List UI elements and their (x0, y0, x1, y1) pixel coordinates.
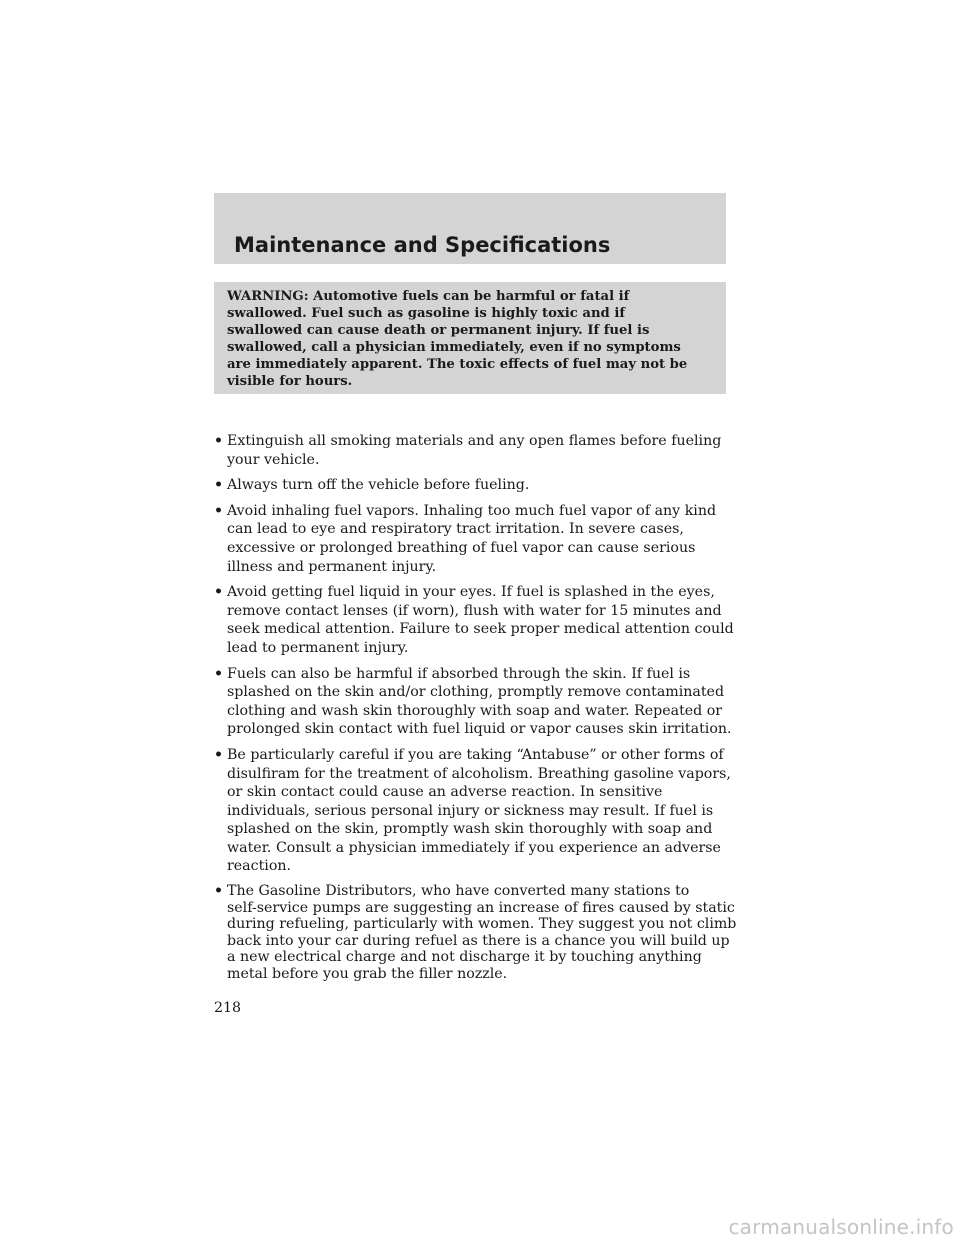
page-number: 218 (214, 1000, 242, 1016)
bullet-item (214, 432, 734, 469)
bullet-line: clothing and wash skin thoroughly with soap and water. Repeated or (227, 702, 723, 719)
warning-line: WARNING: Automotive fuels can be harmful or fatal if (227, 289, 630, 304)
bullet-icon: • (214, 665, 224, 682)
bullet-item (214, 502, 734, 576)
bullet-icon: • (214, 502, 224, 519)
bullet-icon: • (214, 883, 224, 900)
section-title: Maintenance and Specifications (234, 233, 611, 257)
warning-line: swallowed. Fuel such as gasoline is highly toxic and if (227, 306, 626, 321)
bullet-icon: • (214, 746, 224, 763)
bullet-line: your vehicle. (227, 451, 320, 468)
warning-line: are immediately apparent. The toxic effects of fuel may not be (227, 357, 688, 372)
bullet-line: individuals, serious personal injury or sickness may result. If fuel is (227, 802, 714, 819)
bullet-line: illness and permanent injury. (227, 558, 437, 575)
warning-line: swallowed can cause death or permanent injury. If fuel is (227, 323, 650, 338)
bullet-line: Avoid getting fuel liquid in your eyes. If fuel is splashed in the eyes, (227, 584, 715, 601)
bullet-line: splashed on the skin and/or clothing, promptly remove contaminated (227, 684, 725, 701)
bullet-line: during refueling, particularly with women. They suggest you not climb (227, 916, 737, 933)
bullet-line: or skin contact could cause an adverse reaction. In sensitive (227, 784, 663, 801)
safety-bullet-list (214, 432, 737, 990)
bullet-item (214, 476, 734, 495)
bullet-line: seek medical attention. Failure to seek proper medical attention could (227, 621, 734, 638)
bullet-item (214, 665, 734, 739)
bullet-line: lead to permanent injury. (227, 639, 409, 656)
warning-text (227, 288, 718, 390)
bullet-line: splashed on the skin, promptly wash skin thoroughly with soap and (227, 821, 713, 838)
bullet-item (214, 883, 737, 983)
bullet-line: Always turn off the vehicle before fueling. (227, 477, 530, 494)
warning-line: swallowed, call a physician immediately, even if no symptoms (227, 340, 681, 355)
bullet-line: back into your car during refuel as there is a chance you will build up (227, 932, 730, 949)
bullet-line: Extinguish all smoking materials and any open flames before fueling (227, 433, 722, 449)
bullet-line: The Gasoline Distributors, who have converted many stations to (227, 883, 690, 900)
bullet-line: prolonged skin contact with fuel liquid or vapor causes skin irritation. (227, 721, 732, 738)
bullet-icon: • (214, 433, 224, 449)
bullet-line: reaction. (227, 858, 292, 875)
bullet-icon: • (214, 477, 224, 494)
bullet-line: excessive or prolonged breathing of fuel vapor can cause serious (227, 539, 696, 556)
bullet-line: remove contact lenses (if worn), flush with water for 15 minutes and (227, 602, 722, 619)
bullet-line: water. Consult a physician immediately if you experience an adverse (227, 839, 721, 856)
bullet-line: can lead to eye and respiratory tract irritation. In severe cases, (227, 521, 684, 538)
bullet-line: self-service pumps are suggesting an increase of fires caused by static (227, 899, 735, 916)
bullet-item (214, 746, 734, 876)
bullet-item (214, 583, 734, 657)
bullet-icon: • (214, 584, 224, 601)
bullet-line: Fuels can also be harmful if absorbed through the skin. If fuel is (227, 665, 691, 682)
bullet-line: Be particularly careful if you are taking “Antabuse” or other forms of (227, 746, 724, 763)
bullet-line: a new electrical charge and not discharge it by touching anything (227, 949, 702, 966)
bullet-line: metal before you grab the filler nozzle. (227, 966, 508, 983)
warning-line: visible for hours. (227, 374, 353, 389)
bullet-line: disulfiram for the treatment of alcoholism. Breathing gasoline vapors, (227, 765, 731, 782)
bullet-line: Avoid inhaling fuel vapors. Inhaling too much fuel vapor of any kind (227, 502, 717, 519)
watermark: carmanualsonline.info (728, 1215, 954, 1239)
warning-box (214, 282, 726, 394)
